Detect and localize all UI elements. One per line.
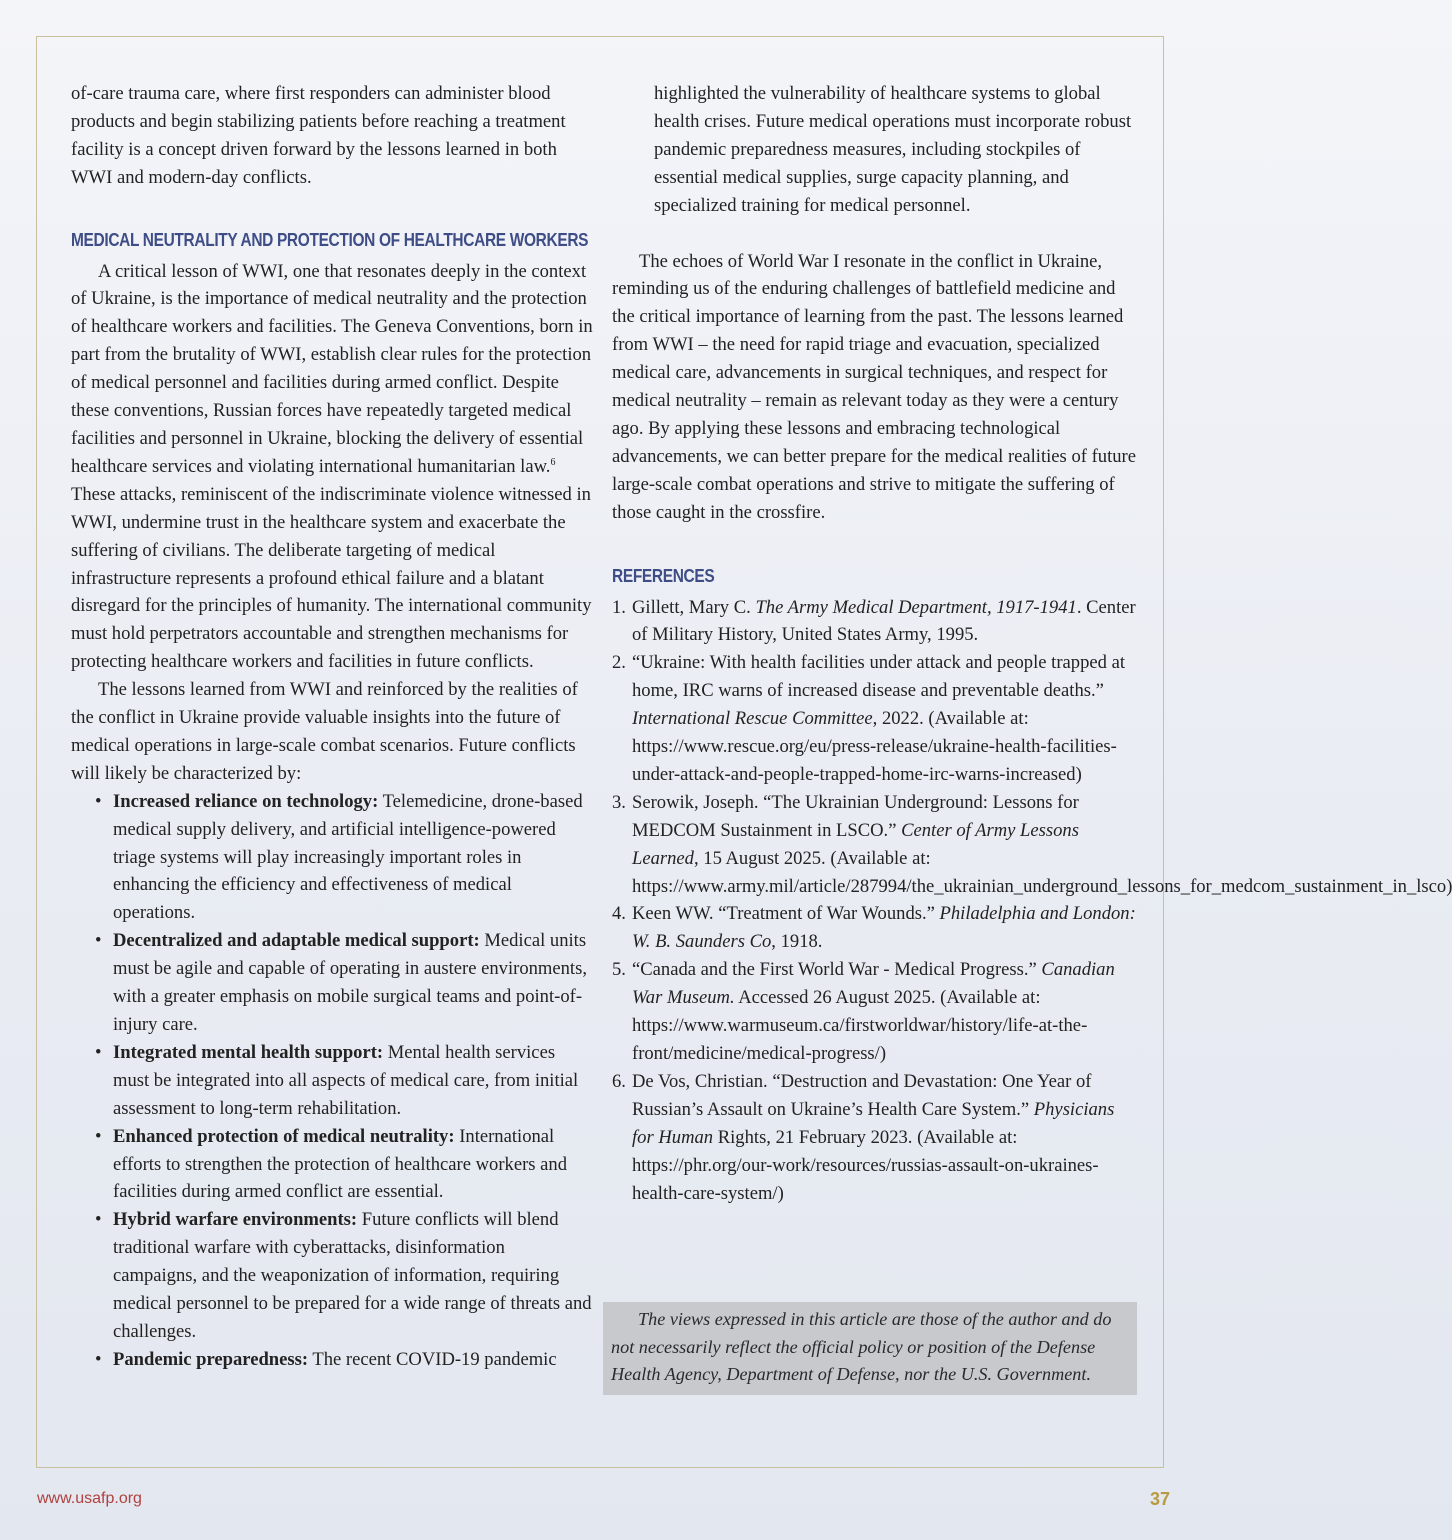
intro-paragraph: of-care trauma care, where first responders can administer blood products and begin stabilizing patients before reaching a treatment facility is a concept driven forward by the lessons learned in both WWI and modern-day conflicts. <box>71 83 566 188</box>
reference-item: 1. Gillett, Mary C. The Army Medical Department, 1917-1941. Center of Military History, United States Army, 1995. <box>612 596 1136 646</box>
neutrality-paragraph: A critical lesson of WWI, one that resonates deeply in the context of Ukraine, is the importance of medical neutrality and the protection of healthcare workers and facilities. The Geneva Conventions, born in part from the brutality of WWI, establish clear rules for the protection of medical personnel and facilities during armed conflict. Despite these conventions, Russian forces have repeatedly targeted medical facilities and personnel in Ukraine, blocking the delivery of essential healthcare services and violating international humanitarian law.$^6$ These attacks, reminiscent of the indiscriminate violence witnessed in WWI, undermine trust in the healthcare system and exacerbate the suffering of civilians. The deliberate targeting of medical infrastructure represents a profound ethical failure and a blatant disregard for the principles of humanity. The international community must hold perpetrators accountable and strengthen mechanisms for protecting healthcare workers and facilities in future conflicts. <box>71 260 593 673</box>
disclaimer-box <box>603 1302 1137 1395</box>
bullet-icon: • <box>95 790 102 812</box>
list-item: • Integrated mental health support: Mental health services must be integrated into all aspects of medical care, from initial assessment to long-term rehabilitation. <box>71 1039 593 1123</box>
references-list <box>612 594 1452 1208</box>
list-item: • Increased reliance on technology: Telemedicine, drone-based medical supply delivery, and artificial intelligence-powered triage systems will play increasingly important roles in enhancing the efficiency and effectiveness of medical operations. <box>71 788 593 928</box>
reference-item: 5. “Canada and the First World War - Medical Progress.” Canadian War Museum. Accessed 26 August 2025. (Available at: https://www.warmuseum.ca/firstworldwar/history/life-at-the-front/medicine/medical-progress/) <box>612 959 1115 1064</box>
left-column <box>71 80 593 1374</box>
conclusion-paragraph: The echoes of World War I resonate in the conflict in Ukraine, reminding us of the enduring challenges of battlefield medicine and the critical importance of learning from the past. The lessons learned from WWI – the need for rapid triage and evacuation, specialized medical care, advancements in surgical techniques, and respect for medical neutrality – remain as relevant today as they were a century ago. By applying these lessons and embracing technological advancements, we can better prepare for the medical realities of future large-scale combat operations and strive to mitigate the suffering of those caught in the crossfire. <box>612 250 1136 523</box>
right-column <box>612 80 1452 1207</box>
bullet-icon: • <box>95 930 102 952</box>
bullet-icon: • <box>95 1209 102 1231</box>
reference-item: 6. De Vos, Christian. “Destruction and Devastation: One Year of Russian’s Assault on Ukraine’s Health Care System.” Physicians for Human Rights, 21 February 2023. (Available at: https://phr.org/our-work/resources/russias-assault-on-ukraines-health-care-system/) <box>612 1070 1115 1204</box>
lessons-paragraph: The lessons learned from WWI and reinforced by the realities of the conflict in Ukraine provide valuable insights into the future of medical operations in large-scale combat scenarios. Future conflicts will likely be characterized by: <box>71 679 578 784</box>
bullet-icon: • <box>95 1125 102 1147</box>
footer-url: www.usafp.org <box>37 1490 142 1507</box>
disclaimer-text: The views expressed in this article are those of the author and do not necessarily reflect the official policy or position of the Defense Health Agency, Department of Defense, nor the U.S. Government. <box>611 1309 1112 1384</box>
section-heading: MEDICAL NEUTRALITY AND PROTECTION OF HEALTHCARE WORKERS <box>71 229 589 250</box>
references-heading: REFERENCES <box>612 565 715 586</box>
reference-item: 3. Serowik, Joseph. “The Ukrainian Underground: Lessons for MEDCOM Sustainment in LSCO.” Center of Army Lessons Learned, 15 August 2025. (Available at: https://www.army.mil/article/287994/the_ukrainian_underground_lessons_for_medcom_sustainment_in_lsco) <box>612 791 1452 897</box>
footnote-marker: 6 <box>550 456 556 468</box>
list-item: • Enhanced protection of medical neutrality: International efforts to strengthen the protection of healthcare workers and facilities during armed conflict are essential. <box>71 1123 593 1207</box>
bullet-continuation: highlighted the vulnerability of healthcare systems to global health crises. Future medical operations must incorporate robust pandemic preparedness measures, including stockpiles of essential medical supplies, surge capacity planning, and specialized training for medical personnel. <box>654 83 1132 216</box>
page-number: 37 <box>1149 1489 1170 1509</box>
list-item: • Decentralized and adaptable medical support: Medical units must be agile and capable of operating in austere environments, with a greater emphasis on mobile surgical teams and point-of-injury care. <box>71 927 593 1039</box>
reference-item: 4. Keen WW. “Treatment of War Wounds.” Philadelphia and London: W. B. Saunders Co, 1918. <box>612 903 1136 953</box>
bullet-icon: • <box>95 1041 102 1063</box>
list-item: • Hybrid warfare environments: Future conflicts will blend traditional warfare with cyberattacks, disinformation campaigns, and the weaponization of information, requiring medical personnel to be prepared for a wide range of threats and challenges. <box>71 1206 593 1346</box>
characteristics-list <box>71 788 593 1374</box>
bullet-icon: • <box>95 1348 102 1370</box>
reference-item: 2. “Ukraine: With health facilities under attack and people trapped at home, IRC warns of increased disease and preventable deaths.” International Rescue Committee, 2022. (Available at: https://www.rescue.org/eu/press-release/ukraine-health-facilities-under-attack-and-people-trapped-home-irc-warns-increased) <box>612 652 1125 785</box>
list-item: • Pandemic preparedness: The recent COVID-19 pandemic <box>71 1346 593 1374</box>
